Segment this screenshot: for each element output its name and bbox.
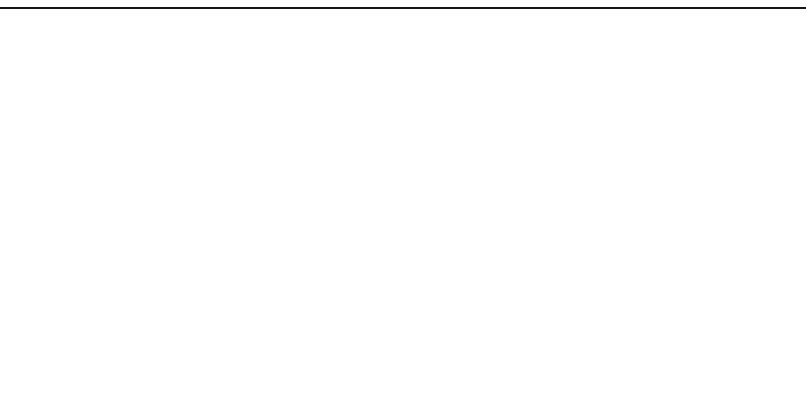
table-title [0, 2, 806, 9]
footnotes [0, 9, 806, 13]
